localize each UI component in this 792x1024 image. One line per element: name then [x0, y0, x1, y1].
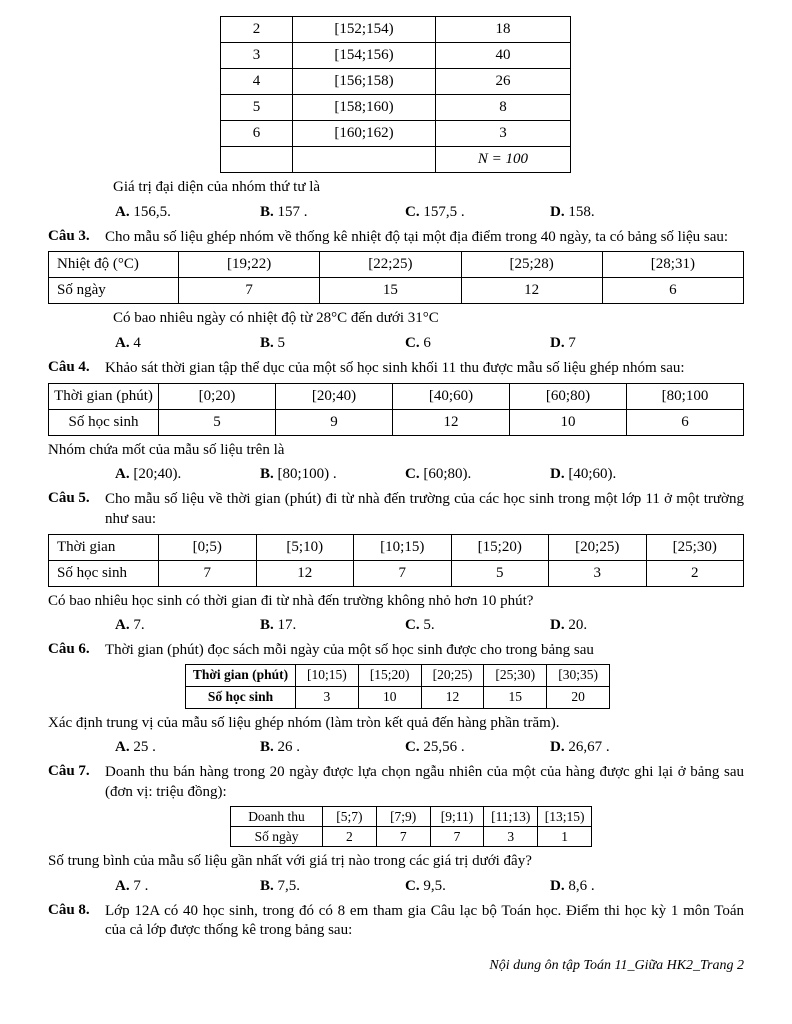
table-cell: Thời gian (phút) [186, 664, 296, 686]
table-cell: [9;11) [430, 807, 484, 827]
question-3-answer-row [48, 335, 744, 352]
table-cell: 12 [393, 409, 510, 435]
question-number: Câu 7. [48, 763, 90, 780]
answer-letter: A. [115, 203, 130, 220]
table-cell: 3 [296, 686, 359, 708]
table-row [49, 252, 744, 278]
table-cell: 26 [436, 69, 571, 95]
answer-option: C. 25,56 . [405, 739, 465, 756]
intro-question-text: Giá trị đại diện của nhóm thứ tư là [113, 179, 321, 195]
table-cell: 6 [602, 278, 743, 304]
table-cell: N = 100 [436, 147, 571, 173]
table-row [186, 664, 610, 686]
question-cau-4 [48, 359, 744, 379]
answer-letter: B. [260, 334, 274, 351]
table-row [49, 534, 744, 560]
table-cell: 10 [358, 686, 421, 708]
table-cell: [15;20) [358, 664, 421, 686]
table-cell: [10;15) [296, 664, 359, 686]
table-cell: [80;100 [627, 383, 744, 409]
table-cell: 3 [484, 827, 538, 847]
answer-option: A. 4 [115, 334, 141, 351]
question-number: Câu 8. [48, 901, 90, 918]
table-cell: 7 [354, 560, 452, 586]
table-cell: 3 [436, 121, 571, 147]
question-4-table [48, 383, 744, 436]
table-row [221, 121, 571, 147]
table-cell: [158;160) [293, 95, 436, 121]
table-cell: 15 [484, 686, 547, 708]
answer-option: B. 26 . [260, 739, 301, 756]
question-3-table [48, 251, 744, 304]
question-5-table [48, 534, 744, 587]
table-row [231, 827, 592, 847]
table-cell [293, 147, 436, 173]
table-cell: 6 [627, 409, 744, 435]
table-cell: [25;30) [484, 664, 547, 686]
answer-option: B. 157 . [260, 203, 308, 220]
answer-option: B. 5 [260, 334, 286, 351]
answer-letter: C. [405, 617, 420, 634]
question-number: Câu 4. [48, 358, 90, 375]
question-cau-5 [48, 490, 744, 530]
table-cell: 2 [646, 560, 744, 586]
table-cell: 7 [430, 827, 484, 847]
answer-option: C. 9,5. [405, 877, 446, 894]
table-row [221, 147, 571, 173]
table-cell: [40;60) [393, 383, 510, 409]
table-cell: Nhiệt độ (°C) [49, 252, 179, 278]
table-cell: 5 [159, 409, 276, 435]
table-cell: 12 [256, 560, 354, 586]
question-cau-6 [48, 641, 744, 661]
question-number: Câu 6. [48, 641, 90, 658]
answer-letter: D. [550, 466, 565, 483]
table-row [221, 43, 571, 69]
answer-letter: D. [550, 739, 565, 756]
table-cell: [19;22) [179, 252, 320, 278]
answer-letter: A. [115, 617, 130, 634]
answer-option: C. 5. [405, 617, 435, 634]
question-cau-8 [48, 902, 744, 942]
table-cell: 4 [221, 69, 293, 95]
answer-letter: D. [550, 617, 565, 634]
question-6-table [185, 664, 610, 709]
table-cell: Số ngày [231, 827, 323, 847]
answer-option: A. [20;40). [115, 466, 182, 483]
table-cell [221, 147, 293, 173]
answer-letter: C. [405, 334, 420, 351]
answer-option: A. 7. [115, 617, 145, 634]
table-cell: 7 [179, 278, 320, 304]
table-cell: [0;5) [159, 534, 257, 560]
table-cell: [60;80) [510, 383, 627, 409]
table-cell: 10 [510, 409, 627, 435]
table-cell: 7 [159, 560, 257, 586]
question-text: Cho mẫu số liệu ghép nhóm về thống kê nhiệt độ tại một địa điểm trong 40 ngày, ta có bảng số liệu sau: [105, 228, 729, 245]
question-6-subquestion: Xác định trung vị của mẫu số liệu ghép nhóm (làm tròn kết quả đến hàng phần trăm). [48, 714, 560, 731]
table-cell: [5;7) [323, 807, 377, 827]
table-cell: 2 [221, 17, 293, 43]
table-cell: 3 [549, 560, 647, 586]
table-cell: [25;30) [646, 534, 744, 560]
table-cell: 7 [376, 827, 430, 847]
table-row [221, 17, 571, 43]
question-7-table [230, 806, 592, 847]
question-text: Khảo sát thời gian tập thể dục của một số học sinh khối 11 thu được mẫu số liệu ghép nhóm sau: [105, 359, 685, 376]
intro-answer-row [48, 204, 744, 221]
answer-option: B. 17. [260, 617, 297, 634]
question-7-subquestion: Số trung bình của mẫu số liệu gần nhất với giá trị nào trong các giá trị dưới đây? [48, 853, 532, 870]
table-cell: [7;9) [376, 807, 430, 827]
answer-option: D. 8,6 . [550, 877, 595, 894]
table-cell: Số học sinh [49, 560, 159, 586]
question-5-subquestion: Có bao nhiêu học sinh có thời gian đi từ nhà đến trường không nhỏ hơn 10 phút? [48, 592, 534, 609]
table-cell: 3 [221, 43, 293, 69]
table-row [231, 807, 592, 827]
answer-letter: A. [115, 466, 130, 483]
question-number: Câu 5. [48, 490, 90, 507]
table-row [49, 560, 744, 586]
table-cell: 18 [436, 17, 571, 43]
table-cell: 1 [538, 827, 592, 847]
page-footer: Nội dung ôn tập Toán 11_Giữa HK2_Trang 2 [489, 958, 744, 973]
answer-option: D. 7 [550, 334, 576, 351]
frequency-table-continued [220, 16, 571, 173]
answer-option: B. 7,5. [260, 877, 301, 894]
table-row [49, 278, 744, 304]
table-cell: 40 [436, 43, 571, 69]
table-cell: 6 [221, 121, 293, 147]
answer-letter: C. [405, 203, 420, 220]
table-cell: [0;20) [159, 383, 276, 409]
answer-option: C. [60;80). [405, 466, 472, 483]
answer-option: C. 6 [405, 334, 431, 351]
answer-letter: C. [405, 877, 420, 894]
table-cell: 2 [323, 827, 377, 847]
table-cell: Số học sinh [186, 686, 296, 708]
table-cell: [20;25) [421, 664, 484, 686]
question-text: Thời gian (phút) đọc sách mỗi ngày của một số học sinh được cho trong bảng sau [105, 642, 594, 659]
table-cell: 12 [461, 278, 602, 304]
question-text: Cho mẫu số liệu về thời gian (phút) đi từ nhà đến trường của các học sinh trong một lớp 11 ở một trường như sau: [105, 491, 744, 527]
table-cell: 8 [436, 95, 571, 121]
table-cell: 5 [221, 95, 293, 121]
table-cell: [160;162) [293, 121, 436, 147]
answer-letter: A. [115, 334, 130, 351]
question-cau-3 [48, 228, 744, 248]
table-cell: Doanh thu [231, 807, 323, 827]
answer-letter: C. [405, 466, 420, 483]
table-row [49, 383, 744, 409]
table-cell: Thời gian (phút) [49, 383, 159, 409]
question-4-answer-row [48, 466, 744, 483]
table-cell: [156;158) [293, 69, 436, 95]
table-cell: Số ngày [49, 278, 179, 304]
table-cell: Thời gian [49, 534, 159, 560]
answer-letter: B. [260, 739, 274, 756]
table-cell: 5 [451, 560, 549, 586]
table-cell: [154;156) [293, 43, 436, 69]
question-text: Lớp 12A có 40 học sinh, trong đó có 8 em tham gia Câu lạc bộ Toán học. Điểm thi học kỳ 1 môn Toán của cả lớp được thống kê trong bảng sau: [105, 902, 744, 939]
answer-letter: D. [550, 203, 565, 220]
answer-letter: C. [405, 739, 420, 756]
answer-option: A. 7 . [115, 877, 149, 894]
table-cell: [15;20) [451, 534, 549, 560]
table-cell: [30;35) [547, 664, 610, 686]
answer-letter: A. [115, 739, 130, 756]
table-cell: [5;10) [256, 534, 354, 560]
answer-option: B. [80;100) . [260, 466, 337, 483]
question-5-answer-row [48, 617, 744, 634]
table-cell: 15 [320, 278, 461, 304]
answer-letter: B. [260, 203, 274, 220]
answer-option: D. [40;60). [550, 466, 617, 483]
answer-option: A. 156,5. [115, 203, 171, 220]
question-6-answer-row [48, 739, 744, 756]
question-3-subquestion: Có bao nhiêu ngày có nhiệt độ từ 28°C đến dưới 31°C [113, 310, 439, 327]
answer-letter: B. [260, 617, 274, 634]
table-row [186, 686, 610, 708]
answer-option: D. 158. [550, 203, 595, 220]
table-cell: [11;13) [484, 807, 538, 827]
question-cau-7 [48, 763, 744, 803]
table-cell: [152;154) [293, 17, 436, 43]
table-cell: Số học sinh [49, 409, 159, 435]
answer-option: D. 20. [550, 617, 588, 634]
answer-option: D. 26,67 . [550, 739, 610, 756]
answer-letter: B. [260, 877, 274, 894]
answer-letter: A. [115, 877, 130, 894]
question-7-answer-row [48, 878, 744, 895]
question-number: Câu 3. [48, 227, 90, 244]
table-cell: [13;15) [538, 807, 592, 827]
table-row [49, 409, 744, 435]
table-cell: [20;40) [276, 383, 393, 409]
table-cell: [22;25) [320, 252, 461, 278]
table-cell: [20;25) [549, 534, 647, 560]
table-cell: [25;28) [461, 252, 602, 278]
question-text: Doanh thu bán hàng trong 20 ngày được lựa chọn ngẫu nhiên của một của hàng được ghi lại ở bảng sau (đơn vị: triệu đồng): [105, 764, 744, 801]
table-cell: 20 [547, 686, 610, 708]
table-cell: [10;15) [354, 534, 452, 560]
table-cell: 9 [276, 409, 393, 435]
answer-letter: B. [260, 466, 274, 483]
table-cell: 12 [421, 686, 484, 708]
answer-letter: D. [550, 877, 565, 894]
answer-option: A. 25 . [115, 739, 156, 756]
answer-letter: D. [550, 334, 565, 351]
answer-option: C. 157,5 . [405, 203, 465, 220]
table-row [221, 95, 571, 121]
table-row [221, 69, 571, 95]
question-4-subquestion: Nhóm chứa mốt của mẫu số liệu trên là [48, 441, 285, 458]
table-cell: [28;31) [602, 252, 743, 278]
